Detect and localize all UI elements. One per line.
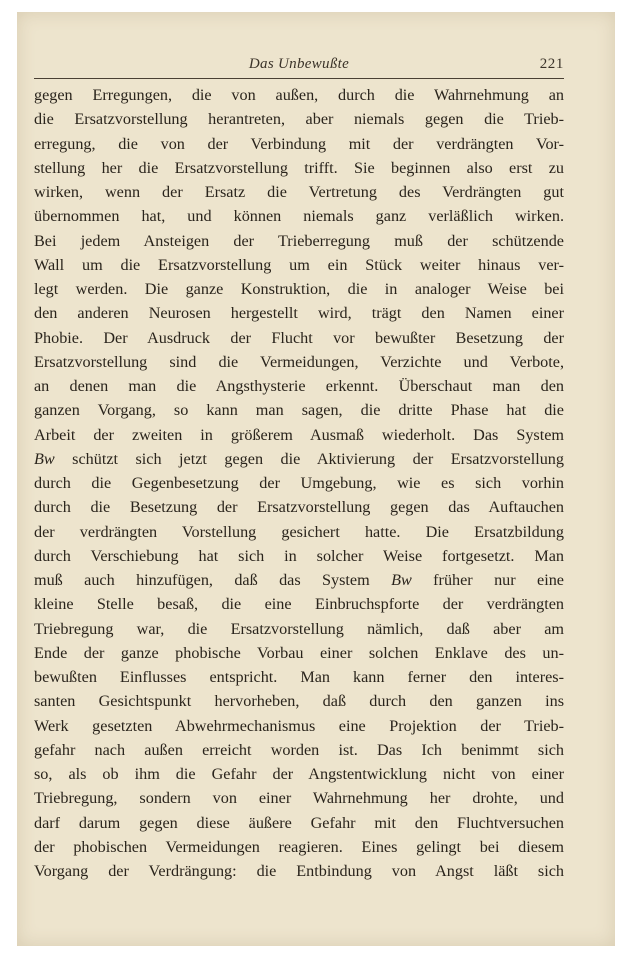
text-line: gegen Erregungen, die von außen, durch die Wahrnehmung an — [34, 86, 564, 104]
text-line: Vorgang der Verdrängung: die Entbindung von Angst läßt sich — [34, 862, 564, 880]
text-line: der phobischen Vermeidungen reagieren. Eines gelingt bei diesem — [34, 837, 564, 856]
text-line: Werk gesetzten Abwehrmechanismus eine Projektion der Trieb- — [34, 716, 564, 735]
text-line: Triebregung, sondern von einer Wahrnehmung her drohte, und — [34, 789, 564, 808]
text-line: Ende der ganze phobische Vorbau einer solchen Enklave des un- — [34, 643, 564, 662]
text-line: erregung, die von der Verbindung mit der verdrängten Vor- — [34, 134, 564, 153]
text-line: Triebregung war, die Ersatzvorstellung nämlich, daß aber am — [34, 619, 564, 638]
page-number: 221 — [539, 56, 564, 72]
text-line: durch die Gegenbesetzung der Umgebung, wie es sich vorhin — [34, 474, 564, 492]
text-line: Bw schützt sich jetzt gegen die Aktivierung der Ersatzvorstellung — [34, 449, 564, 468]
running-head — [34, 56, 564, 78]
text-line: santen Gesichtspunkt hervorheben, daß durch den ganzen ins — [34, 692, 564, 711]
text-line: durch Verschiebung hat sich in solcher Weise fortgesetzt. Man — [34, 546, 564, 565]
text-line: kleine Stelle besaß, die eine Einbruchspforte der verdrängten — [34, 595, 564, 614]
text-line: so, als ob ihm die Gefahr der Angstentwicklung nicht von einer — [34, 765, 564, 783]
text-line: legt werden. Die ganze Konstruktion, die in analoger Weise bei — [34, 280, 564, 298]
text-line: Ersatzvorstellung sind die Vermeidungen, Verzichte und Verbote, — [34, 352, 564, 371]
text-line: der verdrängten Vorstellung gesichert hatte. Die Ersatzbildung — [34, 522, 564, 541]
text-line: Bei jedem Ansteigen der Trieberregung muß der schützende — [34, 231, 564, 250]
text-line: ganzen Vorgang, so kann man sagen, die dritte Phase hat die — [34, 401, 564, 420]
text-line: übernommen hat, und können niemals ganz verläßlich wirken. — [34, 207, 564, 226]
book-page — [17, 12, 615, 946]
text-line: Arbeit der zweiten in größerem Ausmaß wiederholt. Das System — [34, 425, 564, 444]
text-line: durch die Besetzung der Ersatzvorstellung gegen das Auftauchen — [34, 498, 564, 517]
text-line: wirken, wenn der Ersatz die Vertretung des Verdrängten gut — [34, 183, 564, 201]
text-line: den anderen Neurosen hergestellt wird, trägt den Namen einer — [34, 304, 564, 323]
text-line: darf darum gegen diese äußere Gefahr mit den Fluchtversuchen — [34, 813, 564, 832]
text-line: gefahr nach außen erreicht worden ist. Das Ich benimmt sich — [34, 740, 564, 759]
running-title: Das Unbewußte — [248, 56, 350, 72]
text-line: stellung her die Ersatzvorstellung trifft. Sie beginnen also erst zu — [34, 158, 564, 177]
text-line: muß auch hinzufügen, daß das System Bw früher nur eine — [34, 571, 564, 589]
body-text — [34, 83, 564, 883]
text-line: Phobie. Der Ausdruck der Flucht vor bewußter Besetzung der — [34, 328, 564, 347]
text-line: die Ersatzvorstellung herantreten, aber niemals gegen die Trieb- — [34, 110, 564, 129]
text-line: an denen man die Angsthysterie erkennt. Überschaut man den — [34, 377, 564, 395]
text-line: Wall um die Ersatzvorstellung um ein Stück weiter hinaus ver- — [34, 255, 564, 274]
text-line: bewußten Einflusses entspricht. Man kann ferner den interes- — [34, 668, 564, 686]
header-rule — [34, 78, 564, 79]
